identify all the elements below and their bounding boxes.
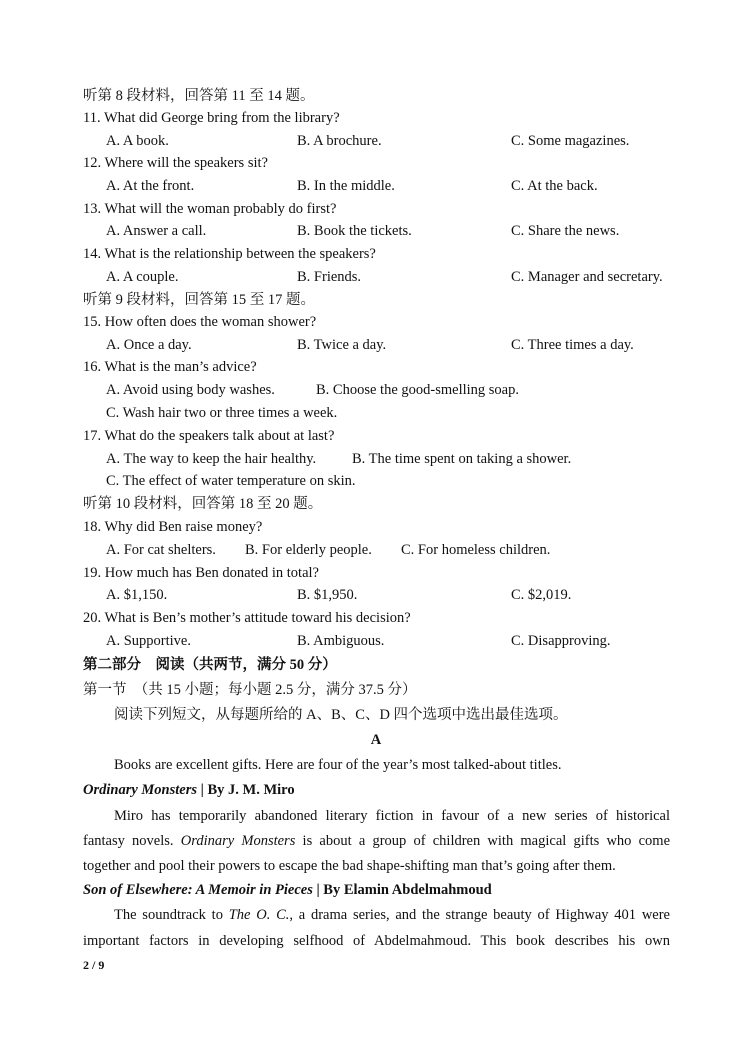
option-a: A. $1,150. (106, 587, 168, 603)
text-run: , a drama series, and the strange beauty of Highway 401 were (289, 907, 670, 923)
paragraph-line (114, 905, 670, 925)
question-stem: 19. How much has Ben donated in total? (83, 565, 319, 581)
book-heading (83, 780, 295, 800)
question-stem: 11. What did George bring from the library? (83, 110, 340, 126)
book-title: Ordinary Monsters (83, 782, 198, 798)
question-12-options (0, 176, 752, 196)
text-run: The soundtrack to (114, 907, 229, 923)
question-11-options (0, 131, 752, 151)
option-c: C. At the back. (511, 178, 598, 194)
option-b: B. Friends. (297, 269, 362, 285)
book-1-line-2 (0, 831, 752, 851)
question-11 (0, 108, 752, 128)
book-1-line-1 (0, 806, 752, 826)
book-2-heading (0, 880, 752, 900)
question-stem: 15. How often does the woman shower? (83, 314, 317, 330)
option-b: B. Book the tickets. (297, 223, 412, 239)
option-c: C. Manager and secretary. (511, 269, 663, 285)
passage-label: A (370, 732, 382, 748)
section-intro-text: 听第 9 段材料，回答第 15 至 17 题。 (83, 292, 315, 308)
question-12 (0, 153, 752, 173)
book-2-line-1 (0, 905, 752, 925)
option-c: C. Three times a day. (511, 337, 634, 353)
book-title: Son of Elsewhere: A Memoir in Pieces (83, 882, 313, 898)
inline-title: Ordinary Monsters (180, 833, 296, 849)
text-run: fantasy novels. (83, 833, 181, 849)
section-intro-9 (0, 290, 752, 310)
book-2-line-2 (0, 931, 752, 951)
option-c: C. $2,019. (511, 587, 572, 603)
question-13 (0, 199, 752, 219)
question-stem: 13. What will the woman probably do first? (83, 201, 337, 217)
option-a: A. Answer a call. (106, 223, 207, 239)
option-b: B. A brochure. (297, 133, 382, 149)
question-13-options (0, 221, 752, 241)
book-heading (83, 880, 492, 900)
option-a: A. At the front. (106, 178, 195, 194)
paragraph-line: together and pool their powers to escape the bad shape-shifting man that’s going after them. (83, 858, 616, 874)
question-stem: 12. Where will the speakers sit? (83, 155, 268, 171)
option-b: B. In the middle. (297, 178, 395, 194)
question-20-options (0, 631, 752, 651)
section-intro-text: 听第 10 段材料，回答第 18 至 20 题。 (83, 496, 323, 512)
question-stem: 16. What is the man’s advice? (83, 359, 257, 375)
question-16-options-ab (0, 380, 752, 400)
question-stem: 20. What is Ben’s mother’s attitude toward his decision? (83, 610, 411, 626)
option-a: A. The way to keep the hair healthy. (106, 451, 317, 467)
question-17 (0, 426, 752, 446)
passage-label-line (0, 730, 752, 750)
question-17-options-c (0, 471, 752, 491)
section-heading (0, 680, 752, 700)
book-byline: | By J. M. Miro (197, 782, 295, 798)
option-c: C. Disapproving. (511, 633, 611, 649)
passage-intro-line (0, 755, 752, 775)
instructions: 阅读下列短文，从每题所给的 A、B、C、D 四个选项中选出最佳选项。 (114, 707, 568, 723)
question-16 (0, 357, 752, 377)
question-14-options (0, 267, 752, 287)
inline-title: The O. C. (228, 907, 290, 923)
question-14 (0, 244, 752, 264)
option-b: B. Ambiguous. (297, 633, 385, 649)
question-18 (0, 517, 752, 537)
option-a: A. Once a day. (106, 337, 192, 353)
book-1-line-3 (0, 856, 752, 876)
instructions-line (0, 705, 752, 725)
paragraph-line: Miro has temporarily abandoned literary fiction in favour of a new series of historical (114, 808, 670, 824)
option-c: C. The effect of water temperature on skin. (106, 473, 356, 489)
question-19 (0, 563, 752, 583)
option-a: A. A book. (106, 133, 169, 149)
option-c: C. Wash hair two or three times a week. (106, 405, 338, 421)
passage-intro: Books are excellent gifts. Here are four of the year’s most talked-about titles. (114, 757, 562, 773)
section-intro-8 (0, 86, 752, 106)
option-b: B. Choose the good-smelling soap. (316, 382, 519, 398)
question-stem: 14. What is the relationship between the speakers? (83, 246, 376, 262)
question-16-options-c (0, 403, 752, 423)
question-15 (0, 312, 752, 332)
option-b: B. Twice a day. (297, 337, 387, 353)
option-b: B. For elderly people. (245, 542, 372, 558)
option-b: B. $1,950. (297, 587, 358, 603)
paragraph-line: important factors in developing selfhood of Abdelmahmoud. This book describes his own (83, 933, 670, 949)
text-run: is about a group of children with magical gifts who come (295, 833, 671, 849)
option-a: A. For cat shelters. (106, 542, 216, 558)
part-2-heading: 第二部分 阅读（共两节，满分 50 分） (83, 657, 337, 673)
part-heading (0, 655, 752, 675)
option-a: A. Supportive. (106, 633, 191, 649)
option-c: C. For homeless children. (401, 542, 551, 558)
option-a: A. A couple. (106, 269, 179, 285)
book-1-heading (0, 780, 752, 800)
option-c: C. Share the news. (511, 223, 620, 239)
question-20 (0, 608, 752, 628)
question-19-options (0, 585, 752, 605)
section-intro-text: 听第 8 段材料，回答第 11 至 14 题。 (83, 88, 315, 104)
option-a: A. Avoid using body washes. (106, 382, 275, 398)
question-stem: 18. Why did Ben raise money? (83, 519, 263, 535)
book-byline: | By Elamin Abdelmahmoud (312, 882, 492, 898)
page-number: 2 / 9 (83, 958, 105, 972)
question-17-options-ab (0, 449, 752, 469)
section-1-heading: 第一节 （共 15 小题；每小题 2.5 分，满分 37.5 分） (83, 682, 417, 698)
option-c: C. Some magazines. (511, 133, 630, 149)
section-intro-10 (0, 494, 752, 514)
question-18-options (0, 540, 752, 560)
question-stem: 17. What do the speakers talk about at last? (83, 428, 335, 444)
paragraph-line (83, 831, 670, 851)
question-15-options (0, 335, 752, 355)
option-b: B. The time spent on taking a shower. (352, 451, 572, 467)
